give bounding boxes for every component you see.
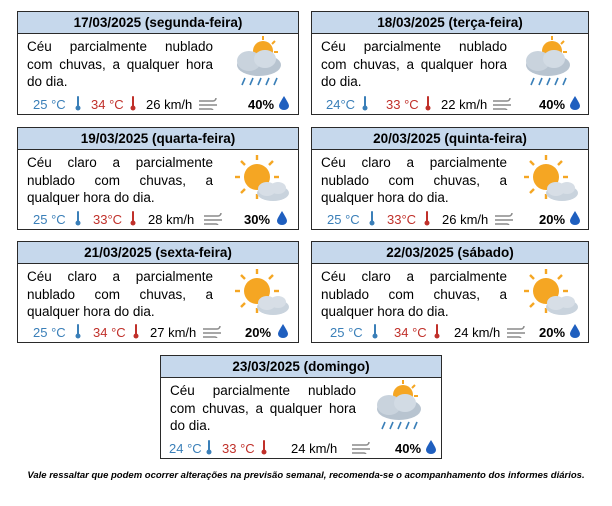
- forecast-card-2: [17, 127, 299, 230]
- thermometer-hot-icon: [130, 96, 136, 114]
- forecast-description: Céu parcialmente nublado com chuvas, a qualquer hora do dia.: [27, 39, 213, 89]
- wind-icon: [198, 98, 220, 113]
- forecast-footer: [18, 210, 298, 229]
- min-temp: 24 °C: [169, 441, 202, 456]
- thermometer-cold-icon: [372, 324, 378, 342]
- forecast-description: Céu claro a parcialmente nublado com chuvas, a qualquer hora do dia.: [27, 269, 213, 319]
- thermometer-hot-icon: [133, 324, 139, 342]
- thermometer-hot-icon: [434, 324, 440, 342]
- sun-cloud-icon: [512, 151, 582, 212]
- card-body: [312, 34, 588, 91]
- rain-chance: 40%: [248, 97, 275, 112]
- forecast-date: 21/03/2025 (sexta-feira): [18, 242, 298, 264]
- card-body: [312, 150, 588, 207]
- raindrop-icon: [570, 324, 580, 341]
- card-body: [161, 378, 441, 435]
- thermometer-hot-icon: [424, 211, 430, 229]
- raindrop-icon: [426, 440, 436, 457]
- thermometer-cold-icon: [75, 96, 81, 114]
- forecast-footer: [312, 210, 588, 229]
- forecast-date: 23/03/2025 (domingo): [161, 356, 441, 378]
- wind-speed: 26 km/h: [442, 212, 489, 227]
- raindrop-icon: [570, 211, 580, 228]
- max-temp: 34 °C: [394, 325, 427, 340]
- thermometer-cold-icon: [75, 324, 81, 342]
- rain-chance: 20%: [539, 212, 566, 227]
- wind-speed: 22 km/h: [441, 97, 488, 112]
- forecast-date: 19/03/2025 (quarta-feira): [18, 128, 298, 150]
- thermometer-hot-icon: [425, 96, 431, 114]
- thermometer-cold-icon: [206, 440, 212, 458]
- forecast-footer: [312, 95, 588, 114]
- wind-icon: [492, 98, 514, 113]
- forecast-date: 18/03/2025 (terça-feira): [312, 12, 588, 34]
- forecast-card-4: [17, 241, 299, 343]
- card-body: [18, 150, 298, 207]
- raindrop-icon: [570, 96, 580, 113]
- rain-chance: 40%: [539, 97, 566, 112]
- forecast-description: Céu claro a parcialmente nublado com chuvas, a qualquer hora do dia.: [321, 155, 507, 205]
- wind-speed: 28 km/h: [148, 212, 195, 227]
- top-border: [0, 0, 612, 4]
- rain-chance: 20%: [245, 325, 272, 340]
- forecast-description: Céu claro a parcialmente nublado com chuvas, a qualquer hora do dia.: [27, 155, 213, 205]
- rain-chance: 20%: [539, 325, 566, 340]
- max-temp: 33 °C: [222, 441, 255, 456]
- min-temp: 25 °C: [327, 212, 360, 227]
- card-body: [18, 264, 298, 321]
- forecast-disclaimer: Vale ressaltar que podem ocorrer alterações na previsão semanal, recomenda-se o acompanhamento dos informes diários.: [27, 470, 585, 481]
- forecast-footer: [18, 95, 298, 114]
- cloud-rain-sun-icon: [363, 379, 433, 440]
- forecast-footer: [312, 323, 588, 342]
- sun-cloud-icon: [512, 265, 582, 326]
- card-body: [18, 34, 298, 91]
- wind-icon: [203, 213, 225, 228]
- thermometer-cold-icon: [362, 96, 368, 114]
- max-temp: 33 °C: [386, 97, 419, 112]
- min-temp: 25 °C: [330, 325, 363, 340]
- wind-speed: 24 km/h: [454, 325, 501, 340]
- rain-chance: 30%: [244, 212, 271, 227]
- card-body: [312, 264, 588, 321]
- forecast-card-3: [311, 127, 589, 230]
- cloud-rain-sun-icon: [512, 35, 582, 96]
- min-temp: 25 °C: [33, 97, 66, 112]
- forecast-card-0: [17, 11, 299, 115]
- sun-cloud-icon: [223, 151, 293, 212]
- wind-speed: 26 km/h: [146, 97, 193, 112]
- min-temp: 24°C: [326, 97, 356, 112]
- forecast-description: Céu parcialmente nublado com chuvas, a qualquer hora do dia.: [170, 383, 356, 433]
- thermometer-cold-icon: [369, 211, 375, 229]
- forecast-description: Céu parcialmente nublado com chuvas, a qualquer hora do dia.: [321, 39, 507, 89]
- forecast-date: 17/03/2025 (segunda-feira): [18, 12, 298, 34]
- wind-icon: [506, 326, 528, 341]
- raindrop-icon: [279, 96, 289, 113]
- forecast-footer: [161, 439, 441, 458]
- wind-speed: 24 km/h: [291, 441, 338, 456]
- forecast-card-5: [311, 241, 589, 343]
- wind-icon: [351, 442, 373, 457]
- min-temp: 25 °C: [33, 325, 66, 340]
- thermometer-cold-icon: [75, 211, 81, 229]
- thermometer-hot-icon: [130, 211, 136, 229]
- max-temp: 33°C: [93, 212, 123, 227]
- forecast-card-1: [311, 11, 589, 115]
- forecast-footer: [18, 323, 298, 342]
- thermometer-hot-icon: [261, 440, 267, 458]
- max-temp: 33°C: [387, 212, 417, 227]
- wind-icon: [202, 326, 224, 341]
- max-temp: 34 °C: [91, 97, 124, 112]
- wind-speed: 27 km/h: [150, 325, 197, 340]
- forecast-description: Céu claro a parcialmente nublado com chuvas, a qualquer hora do dia.: [321, 269, 507, 319]
- max-temp: 34 °C: [93, 325, 126, 340]
- raindrop-icon: [278, 324, 288, 341]
- cloud-rain-sun-icon: [223, 35, 293, 96]
- forecast-card-6: [160, 355, 442, 459]
- rain-chance: 40%: [395, 441, 422, 456]
- sun-cloud-icon: [223, 265, 293, 326]
- forecast-date: 20/03/2025 (quinta-feira): [312, 128, 588, 150]
- min-temp: 25 °C: [33, 212, 66, 227]
- raindrop-icon: [277, 211, 287, 228]
- wind-icon: [494, 213, 516, 228]
- forecast-date: 22/03/2025 (sábado): [312, 242, 588, 264]
